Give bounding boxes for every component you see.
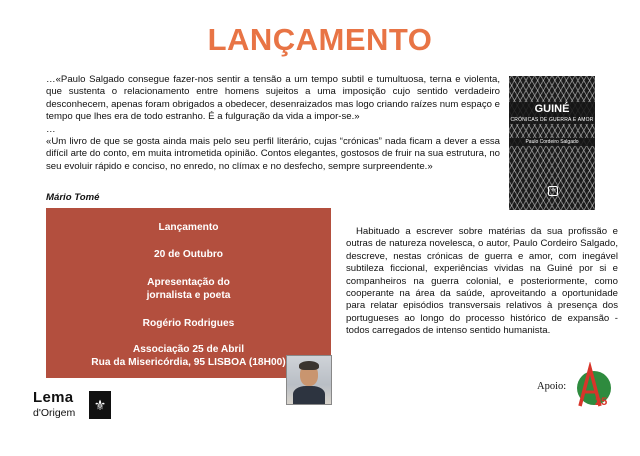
event-date: 20 de Outubro [153, 249, 224, 260]
cover-publisher-icon: ⚜ [548, 186, 558, 196]
sponsor-logo-number: 25 [595, 396, 608, 408]
event-presenter: Rogério Rodrigues [142, 318, 235, 329]
book-description: Habituado a escrever sobre matérias da sua profissão e outras de natureza novelesca, o autor, Paulo Cordeiro Salgado, descreve, nestas crónicas de guerra e amor, com inegável subtileza ficcional, experiências vividas na Guiné por si e companheiros na guerra colonial, e posteriormente, como cooperante na área da saúde, aproveitando a oportunidade para relatar episódios transversais relativos à presença dos portugueses ao longo do processo histórico de expansão - todos carregados de intenso sentido humanista. [346, 226, 618, 337]
event-label: Lançamento [158, 222, 219, 233]
event-info-box [46, 208, 331, 378]
sponsor-label: Apoio: [537, 381, 567, 392]
quote-paragraph-2: «Um livro de que se gosta ainda mais pelo seu perfil literário, cujas “crónicas” nada ficam a dever a essa difícil arte do conto, em muita intrometida opinião. Contos elegantes, gostosos de fruir na sua estrutura, no seu evoluir rápido e conciso, no enredo, no clímax e no desfecho, sempre surpreendente.» [46, 136, 500, 172]
book-cover-title: GUINÉ [509, 102, 595, 116]
event-presentation-line1: Apresentação do [147, 277, 230, 288]
quote-ellipsis: … [46, 123, 56, 135]
event-address: Rua da Misericórdia, 95 LISBOA (18H00) [91, 357, 286, 368]
review-quote [46, 74, 500, 173]
presenter-photo [286, 355, 332, 405]
book-cover-author: Paulo Cordeiro Salgado [509, 138, 595, 146]
quote-author: Mário Tomé [46, 192, 100, 203]
page-title: LANÇAMENTO [207, 22, 433, 57]
event-venue: Associação 25 de Abril [132, 344, 245, 355]
publisher-name-line2: d'Origem [33, 407, 76, 419]
sponsor-logo [574, 362, 614, 412]
quote-paragraph-1: …«Paulo Salgado consegue fazer-nos sentir a tensão a um tempo subtil e tumultuosa, terna e violenta, que sustenta o relacionamento entre homens sujeitos a uma imposição cujo sentido verdadeiro desconhecem, apenas foram obrigados a obedecer, desenraizados mas logo criando raízes num espaço e tempo que lhes era de todo estranho. É a fulguração da vida a impor-se.» [46, 74, 500, 123]
book-cover [509, 76, 595, 210]
event-presentation-line2: jornalista e poeta [146, 290, 231, 301]
fleur-de-lis-icon: ⚜ [89, 391, 111, 419]
publisher-logo [33, 389, 113, 427]
publisher-name: Lema [33, 389, 74, 406]
book-cover-subtitle: CRÓNICAS DE GUERRA E AMOR [510, 117, 594, 123]
